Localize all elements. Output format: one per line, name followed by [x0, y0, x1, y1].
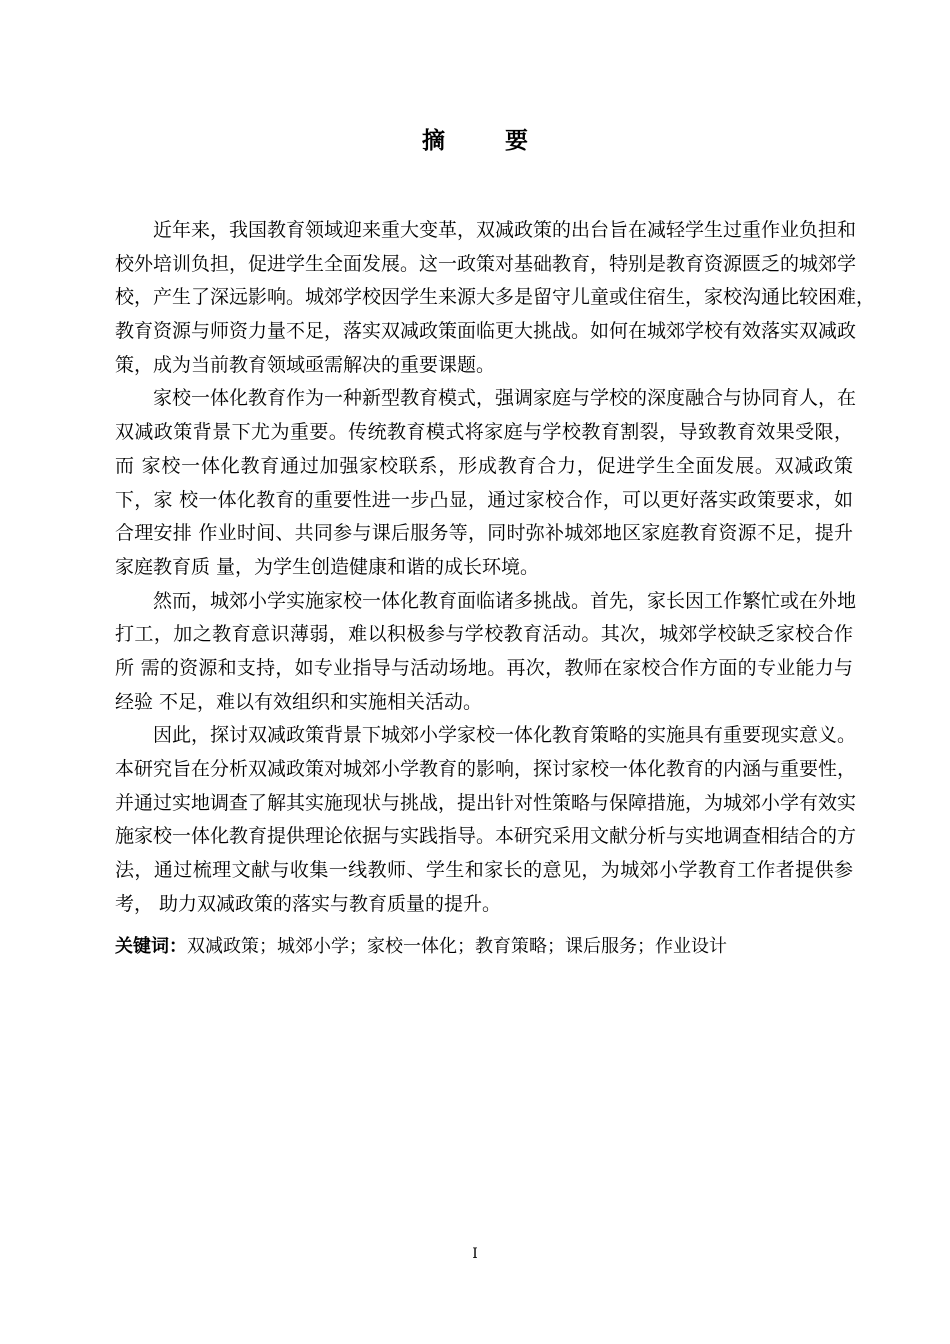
paragraph-line: 因此，探讨双减政策背景下城郊小学家校一体化教育策略的实施具有重要现实意义。: [153, 724, 857, 747]
paragraph-line: 然而，城郊小学实施家校一体化教育面临诸多挑战。首先，家长因工作繁忙或在外地: [153, 589, 857, 612]
abstract-paragraph: [115, 382, 857, 584]
page-title: 摘 要: [421, 127, 554, 154]
paragraph-line: 经验 不足，难以有效组织和实施相关活动。: [115, 690, 483, 713]
paragraph-line: 家庭教育质 量，为学生创造健康和谐的成长环境。: [115, 555, 540, 578]
keywords-text: 双减政策；城郊小学；家校一体化；教育策略；课后服务；作业设计: [187, 936, 727, 957]
abstract-paragraph: [115, 585, 857, 720]
paragraph-line: 家校一体化教育作为一种新型教育模式，强调家庭与学校的深度融合与协同育人，在: [153, 387, 857, 410]
abstract-body: [115, 214, 876, 921]
paragraph-line: 考， 助力双减政策的落实与教育质量的提升。: [115, 892, 502, 915]
paragraph-line: 而 家校一体化教育通过加强家校联系，形成教育合力，促进学生全面发展。双减政策: [115, 454, 853, 477]
keywords: [115, 932, 727, 962]
abstract-paragraph: [115, 719, 857, 921]
paragraph-line: 近年来，我国教育领域迎来重大变革，双减政策的出台旨在减轻学生过重作业负担和: [153, 219, 857, 241]
paragraph-line: 教育资源与师资力量不足，落实双减政策面临更大挑战。如何在城郊学校有效落实双减政: [115, 320, 857, 343]
abstract-paragraph: [115, 214, 876, 382]
paragraph-line: 并通过实地调查了解其实施现状与挑战，提出针对性策略与保障措施，为城郊小学有效实: [115, 791, 857, 814]
paragraph-line: 双减政策背景下尤为重要。传统教育模式将家庭与学校教育割裂，导致教育效果受限，: [115, 421, 853, 444]
paragraph-line: 校外培训负担，促进学生全面发展。这一政策对基础教育，特别是教育资源匮乏的城郊学: [115, 252, 857, 275]
paragraph-line: 校，产生了深远影响。城郊学校因学生来源大多是留守儿童或住宿生，家校沟通比较困难，: [115, 286, 876, 309]
paragraph-line: 法，通过梳理文献与收集一线教师、学生和家长的意见，为城郊小学教育工作者提供参: [115, 859, 853, 882]
paragraph-line: 本研究旨在分析双减政策对城郊小学教育的影响，探讨家校一体化教育的内涵与重要性，: [115, 758, 857, 780]
paragraph-line: 下，家 校一体化教育的重要性进一步凸显，通过家校合作，可以更好落实政策要求，如: [115, 488, 853, 511]
paragraph-line: 打工，加之教育意识薄弱，难以积极参与学校教育活动。其次，城郊学校缺乏家校合作: [115, 623, 853, 646]
paragraph-line: 合理安排 作业时间、共同参与课后服务等，同时弥补城郊地区家庭教育资源不足，提升: [115, 522, 853, 545]
paragraph-line: 施家校一体化教育提供理论依据与实践指导。本研究采用文献分析与实地调查相结合的方: [115, 825, 857, 848]
paragraph-line: 策，成为当前教育领域亟需解决的重要课题。: [115, 353, 496, 376]
paragraph-line: 所 需的资源和支持，如专业指导与活动场地。再次，教师在家校合作方面的专业能力与: [115, 656, 853, 679]
page-number: I: [472, 1246, 478, 1262]
keywords-label: 关键词：: [115, 936, 187, 957]
